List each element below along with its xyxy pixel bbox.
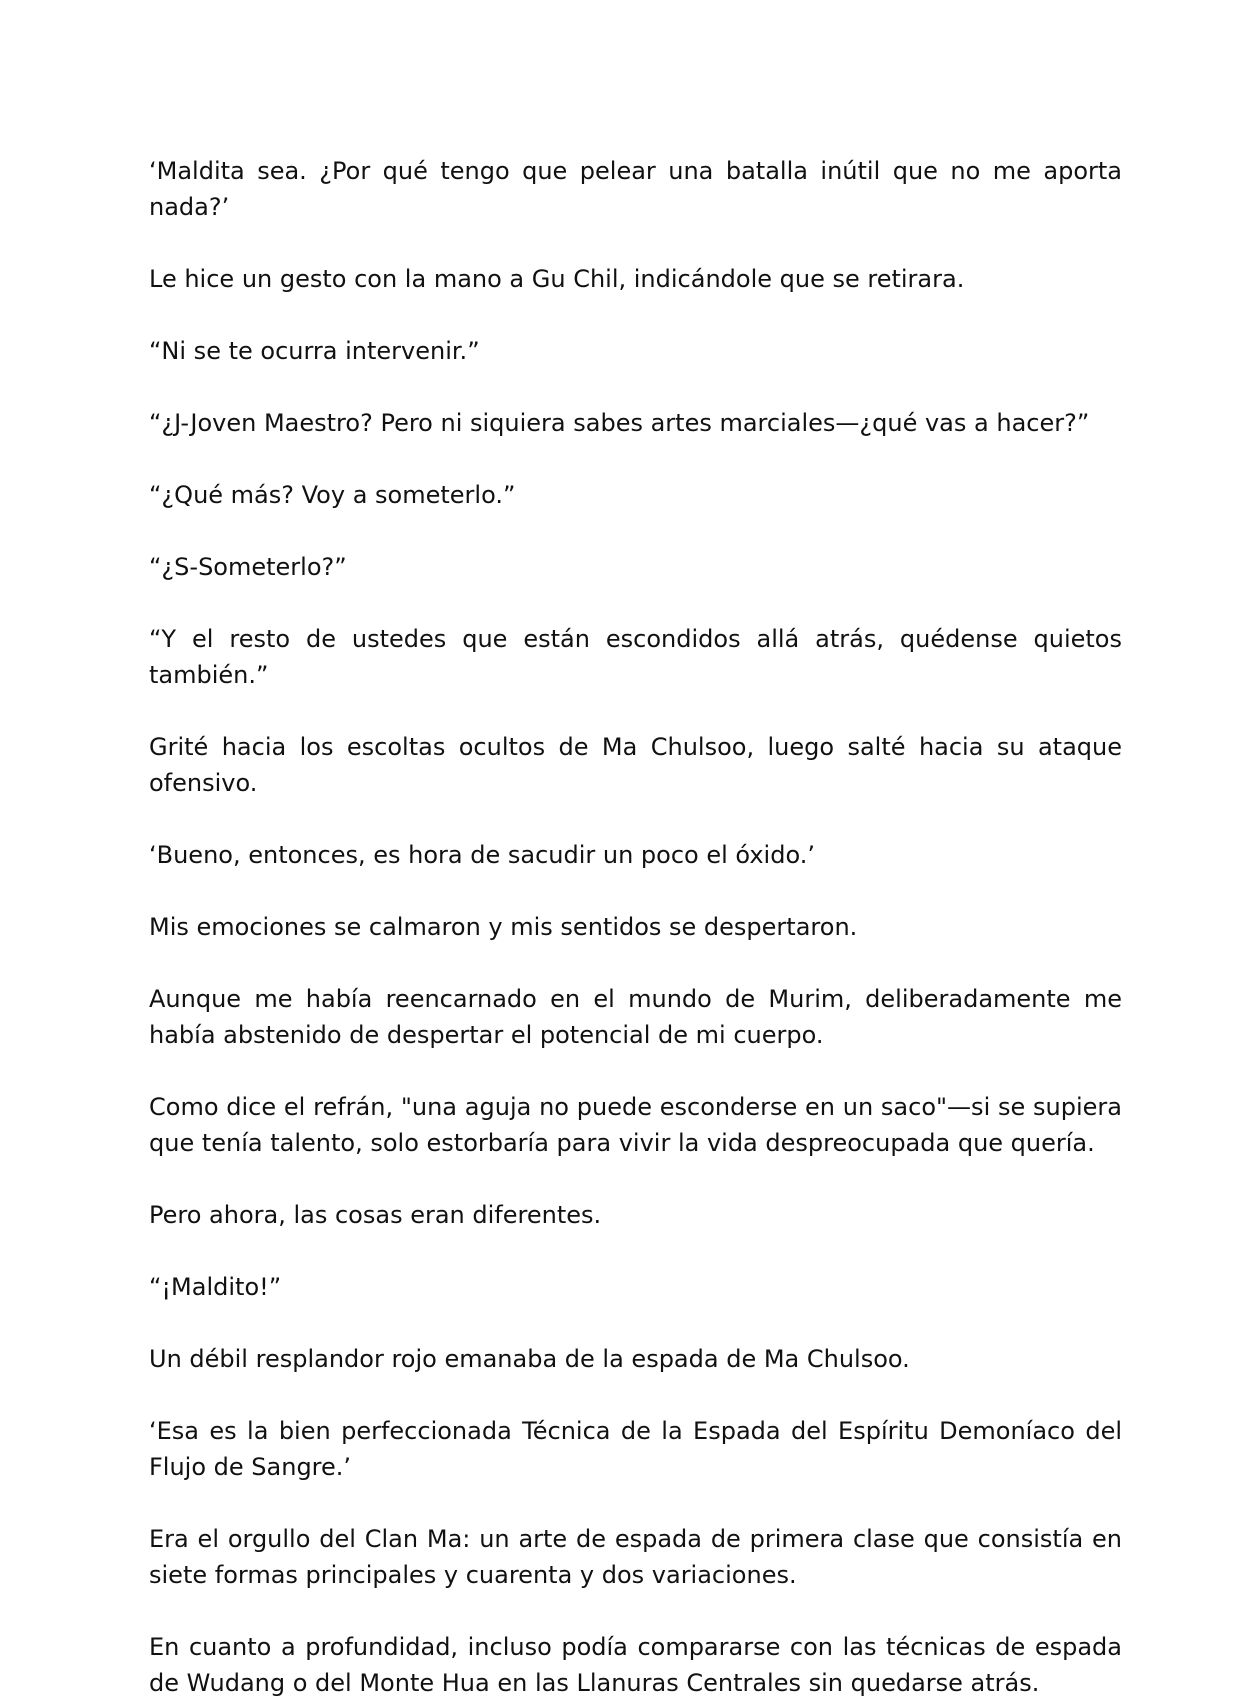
paragraph: Mis emociones se calmaron y mis sentidos se despertaron. — [149, 913, 858, 941]
paragraph: “¿J-Joven Maestro? Pero ni siquiera sabes artes marciales—¿qué vas a hacer?” — [149, 409, 1090, 437]
paragraph: “Y el resto de ustedes que están escondidos allá atrás, quédense quietos también.” — [149, 625, 1122, 689]
paragraph: ‘Maldita sea. ¿Por qué tengo que pelear una batalla inútil que no me aporta nada?’ — [149, 157, 1122, 221]
paragraph: Aunque me había reencarnado en el mundo de Murim, deliberadamente me había abstenido de despertar el potencial de mi cuerpo. — [149, 985, 1122, 1049]
paragraph: Pero ahora, las cosas eran diferentes. — [149, 1201, 602, 1229]
paragraph: “Ni se te ocurra intervenir.” — [149, 337, 480, 365]
paragraph: Como dice el refrán, "una aguja no puede esconderse en un saco"—si se supiera que tenía talento, solo estorbaría para vivir la vida despreocupada que quería. — [149, 1093, 1122, 1157]
paragraph: “¿S-Someterlo?” — [149, 553, 347, 581]
paragraph: Un débil resplandor rojo emanaba de la espada de Ma Chulsoo. — [149, 1345, 910, 1373]
paragraph: Le hice un gesto con la mano a Gu Chil, indicándole que se retirara. — [149, 265, 965, 293]
paragraph: Era el orgullo del Clan Ma: un arte de espada de primera clase que consistía en siete formas principales y cuarenta y dos variaciones. — [149, 1525, 1122, 1589]
paragraph: “¿Qué más? Voy a someterlo.” — [149, 481, 516, 509]
document-body — [149, 153, 1122, 1701]
paragraph: ‘Bueno, entonces, es hora de sacudir un poco el óxido.’ — [149, 841, 815, 869]
paragraph: En cuanto a profundidad, incluso podía compararse con las técnicas de espada de Wudang o del Monte Hua en las Llanuras Centrales sin quedarse atrás. — [149, 1633, 1122, 1697]
paragraph: “¡Maldito!” — [149, 1273, 282, 1301]
paragraph: ‘Esa es la bien perfeccionada Técnica de la Espada del Espíritu Demoníaco del Flujo de Sangre.’ — [149, 1417, 1122, 1481]
paragraph: Grité hacia los escoltas ocultos de Ma Chulsoo, luego salté hacia su ataque ofensivo. — [149, 733, 1122, 797]
